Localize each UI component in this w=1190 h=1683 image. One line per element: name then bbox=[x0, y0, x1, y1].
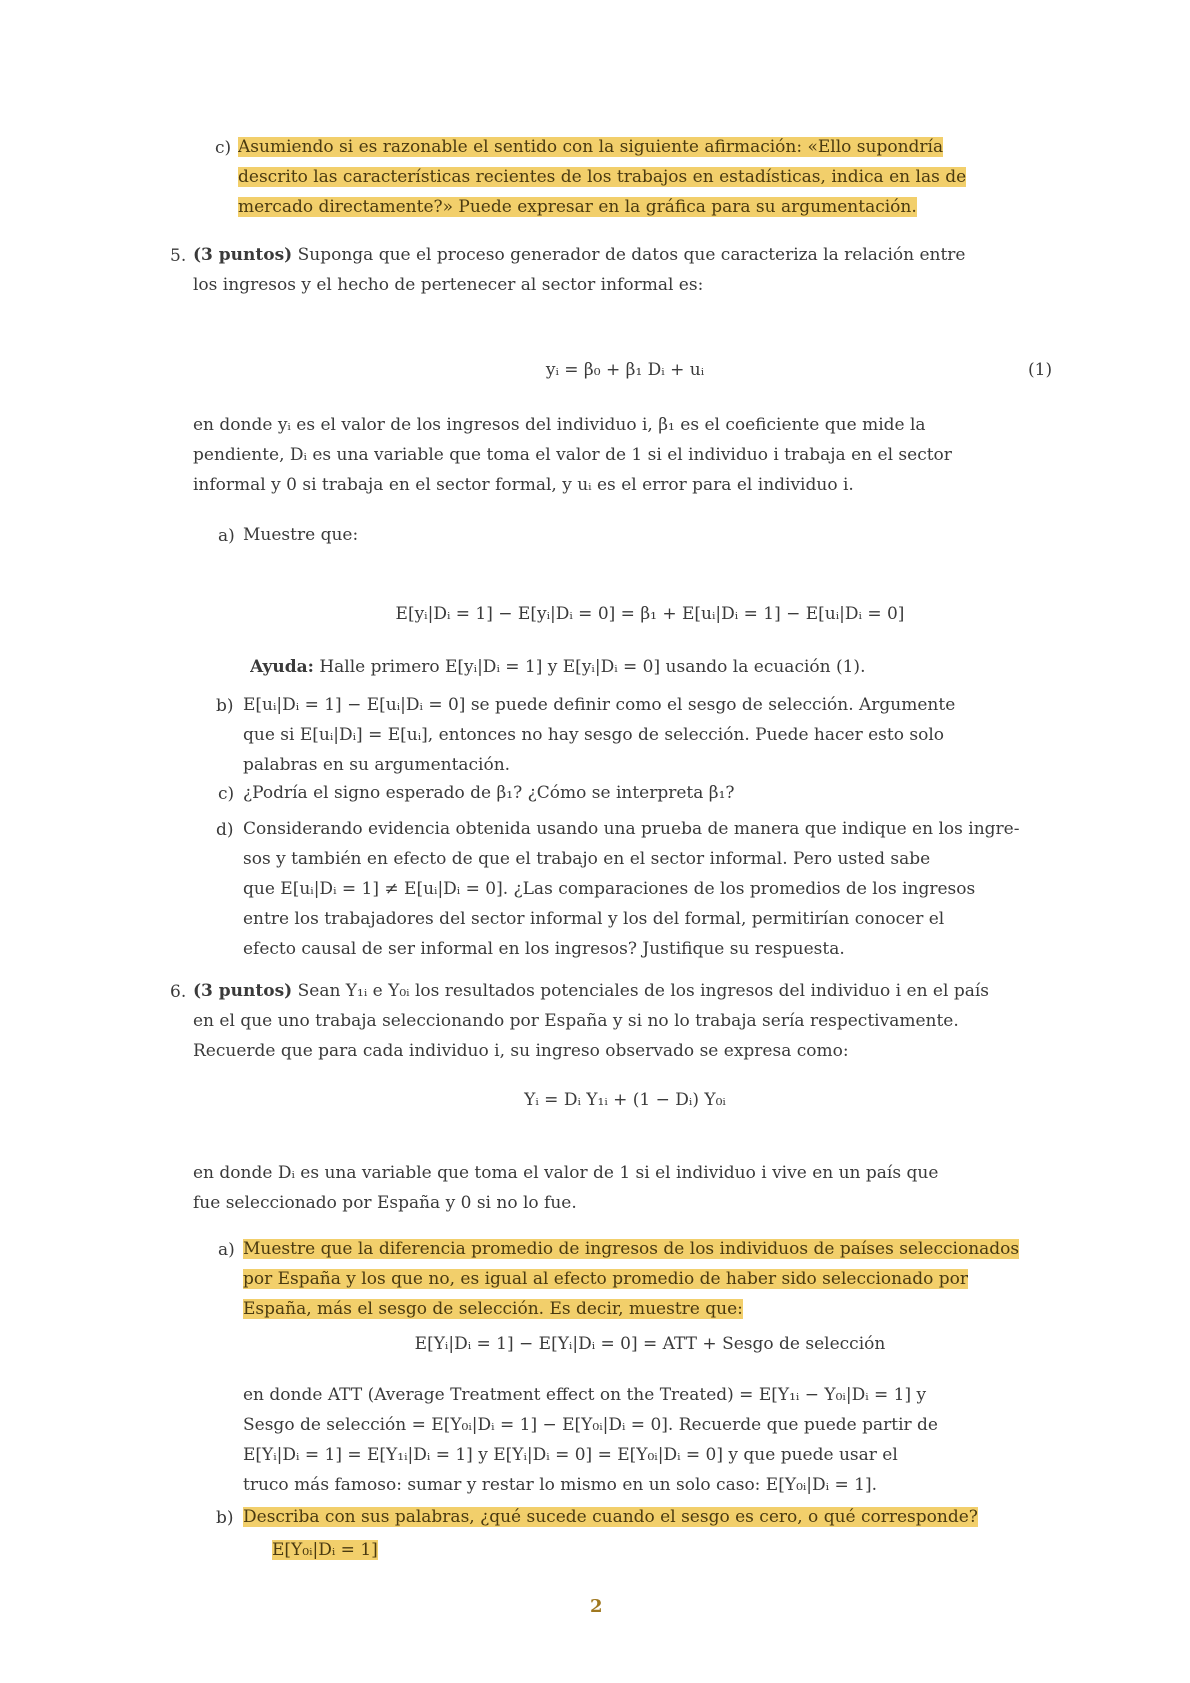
q5b-line: palabras en su argumentación. bbox=[243, 755, 511, 775]
q5-number: 5. bbox=[170, 246, 187, 266]
q6-text-line: Sean Y₁ᵢ e Y₀ᵢ los resultados potenciales de los ingresos del individuo i en el país bbox=[297, 981, 989, 1001]
q6a-line: truco más famoso: sumar y restar lo mismo en un solo caso: E[Y₀ᵢ|Dᵢ = 1]. bbox=[243, 1475, 877, 1495]
highlight: Describa con sus palabras, ¿qué sucede cuando el sesgo es cero, o qué corresponde? bbox=[243, 1507, 978, 1527]
q5b-line: que si E[uᵢ|Dᵢ] = E[uᵢ], entonces no hay sesgo de selección. Puede hacer esto solo bbox=[243, 725, 945, 745]
q6a-line: E[Yᵢ|Dᵢ = 1] = E[Y₁ᵢ|Dᵢ = 1] y E[Yᵢ|Dᵢ = 0] = E[Y₀ᵢ|Dᵢ = 0] y que puede usar el bbox=[243, 1445, 898, 1465]
q6b-text bbox=[243, 1502, 1056, 1532]
q5-equation: yᵢ = β₀ + β₁ Dᵢ + uᵢ bbox=[545, 360, 705, 380]
q6-definitions bbox=[193, 1158, 1056, 1218]
q5-points: (3 puntos) bbox=[193, 245, 293, 265]
q5-intro bbox=[193, 240, 1056, 300]
q5d-label: d) bbox=[216, 820, 234, 840]
q6b-label: b) bbox=[216, 1508, 234, 1528]
q5c-text: ¿Podría el signo esperado de β₁? ¿Cómo se interpreta β₁? bbox=[243, 783, 735, 803]
q5a-hint bbox=[250, 652, 1056, 682]
q5c-label: c) bbox=[218, 784, 235, 804]
q5-def-line: pendiente, Dᵢ es una variable que toma el valor de 1 si el individuo i trabaja en el sector bbox=[193, 445, 952, 465]
q6-def-line: en donde Dᵢ es una variable que toma el valor de 1 si el individuo i vive en un país que bbox=[193, 1163, 939, 1183]
q6-text-line: Recuerde que para cada individuo i, su ingreso observado se expresa como: bbox=[193, 1041, 849, 1061]
q5d-line: que E[uᵢ|Dᵢ = 1] ≠ E[uᵢ|Dᵢ = 0]. ¿Las comparaciones de los promedios de los ingresos bbox=[243, 879, 976, 899]
q5d-line: entre los trabajadores del sector informal y los del formal, permitirían conocer el bbox=[243, 909, 945, 929]
q5b-text bbox=[243, 690, 1056, 780]
q5b-label: b) bbox=[216, 696, 234, 716]
item-c-text bbox=[238, 132, 1056, 222]
item-c-label: c) bbox=[215, 138, 232, 158]
q5a-label: a) bbox=[218, 526, 235, 546]
q6a-label: a) bbox=[218, 1240, 235, 1260]
highlight: Asumiendo si es razonable el sentido con la siguiente afirmación: «Ello supondría bbox=[238, 137, 944, 157]
highlight: descrito las características recientes de los trabajos en estadísticas, indica en las de bbox=[238, 167, 967, 187]
highlight: mercado directamente?» Puede expresar en la gráfica para su argumentación. bbox=[238, 197, 917, 217]
q6b-sub bbox=[272, 1535, 378, 1565]
q5-def-line: en donde yᵢ es el valor de los ingresos del individuo i, β₁ es el coeficiente que mide la bbox=[193, 415, 926, 435]
q5-text-line: Suponga que el proceso generador de datos que caracteriza la relación entre bbox=[297, 245, 966, 265]
q5-def-line: informal y 0 si trabaja en el sector formal, y uᵢ es el error para el individuo i. bbox=[193, 475, 854, 495]
q5a-text: Muestre que: bbox=[243, 525, 359, 545]
hint-label: Ayuda: bbox=[250, 657, 314, 677]
q6a-text bbox=[243, 1234, 1056, 1324]
q5-text-line: los ingresos y el hecho de pertenecer al sector informal es: bbox=[193, 275, 704, 295]
q6-intro bbox=[193, 976, 1056, 1066]
q5-equation-number: (1) bbox=[1028, 360, 1053, 380]
q6a-equation: E[Yᵢ|Dᵢ = 1] − E[Yᵢ|Dᵢ = 0] = ATT + Sesgo de selección bbox=[414, 1334, 886, 1354]
q6-text-line: en el que uno trabaja seleccionando por España y si no lo trabaja sería respectivamente. bbox=[193, 1011, 959, 1031]
q6-def-line: fue seleccionado por España y 0 si no lo fue. bbox=[193, 1193, 577, 1213]
hint-text: Halle primero E[yᵢ|Dᵢ = 1] y E[yᵢ|Dᵢ = 0] usando la ecuación (1). bbox=[319, 657, 866, 677]
q5d-line: Considerando evidencia obtenida usando una prueba de manera que indique en los ingre- bbox=[243, 819, 1020, 839]
q6a-line: Sesgo de selección = E[Y₀ᵢ|Dᵢ = 1] − E[Y₀ᵢ|Dᵢ = 0]. Recuerde que puede partir de bbox=[243, 1415, 938, 1435]
q5b-line: E[uᵢ|Dᵢ = 1] − E[uᵢ|Dᵢ = 0] se puede definir como el sesgo de selección. Argumente bbox=[243, 695, 956, 715]
q5d-line: efecto causal de ser informal en los ingresos? Justifique su respuesta. bbox=[243, 939, 845, 959]
q6-points: (3 puntos) bbox=[193, 981, 293, 1001]
highlight: Muestre que la diferencia promedio de ingresos de los individuos de países seleccionados bbox=[243, 1239, 1020, 1259]
highlight: E[Y₀ᵢ|Dᵢ = 1] bbox=[272, 1540, 378, 1560]
q5-definitions bbox=[193, 410, 1056, 500]
q6-number: 6. bbox=[170, 982, 187, 1002]
page-number: 2 bbox=[590, 1596, 603, 1617]
highlight: España, más el sesgo de selección. Es decir, muestre que: bbox=[243, 1299, 743, 1319]
q6a-line: en donde ATT (Average Treatment effect on the Treated) = E[Y₁ᵢ − Y₀ᵢ|Dᵢ = 1] y bbox=[243, 1385, 927, 1405]
q6-equation: Yᵢ = Dᵢ Y₁ᵢ + (1 − Dᵢ) Y₀ᵢ bbox=[524, 1090, 726, 1110]
q5d-text bbox=[243, 814, 1056, 964]
q5d-line: sos y también en efecto de que el trabajo en el sector informal. Pero usted sabe bbox=[243, 849, 931, 869]
q5a-equation: E[yᵢ|Dᵢ = 1] − E[yᵢ|Dᵢ = 0] = β₁ + E[uᵢ|Dᵢ = 1] − E[uᵢ|Dᵢ = 0] bbox=[395, 604, 905, 624]
highlight: por España y los que no, es igual al efecto promedio de haber sido seleccionado por bbox=[243, 1269, 969, 1289]
q6a-details bbox=[243, 1380, 1056, 1500]
